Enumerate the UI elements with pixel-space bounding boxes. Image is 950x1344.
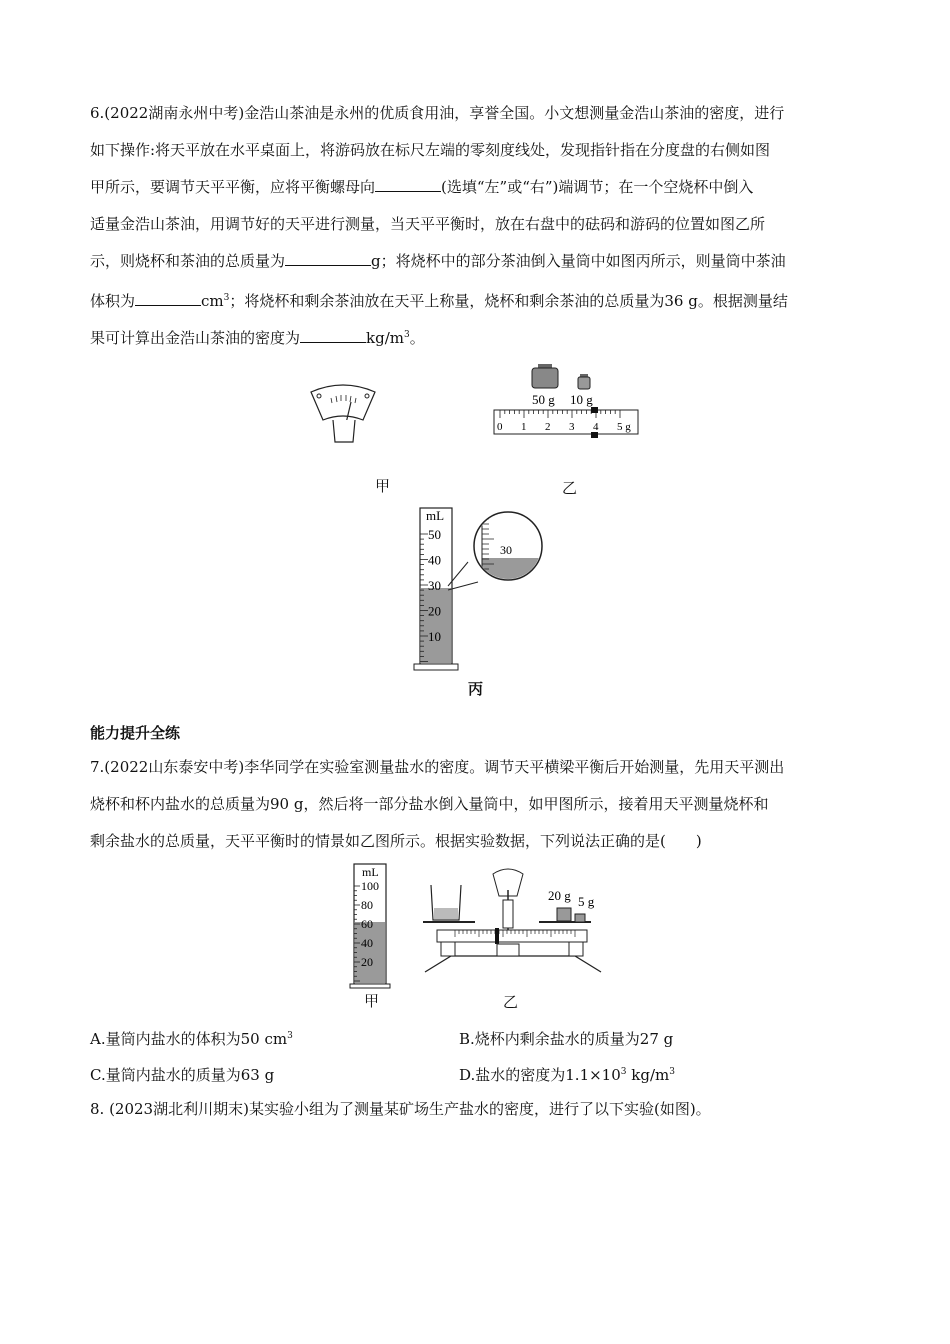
caption-bing: 丙 <box>468 680 484 698</box>
option-d-text: D.盐水的密度为1.1×10 <box>459 1066 621 1084</box>
q6-text: kg/m <box>366 329 404 347</box>
caption-yi: 乙 <box>562 479 578 497</box>
q6-line-6 <box>90 288 788 311</box>
q6-text: 甲所示，要调节天平平衡，应将平衡螺母向 <box>90 178 376 196</box>
cylinder-tick-label: 40 <box>428 552 441 568</box>
q6-text: cm <box>201 292 224 310</box>
scale-tick-label: 3 <box>569 421 575 433</box>
option-b-text: B.烧杯内剩余盐水的质量为27 g <box>459 1030 674 1048</box>
option-d-unit: kg/m <box>626 1066 670 1084</box>
cylinder-unit: mL <box>426 508 445 523</box>
option-d-sup: 3 <box>620 1067 627 1077</box>
section-title: 能力提升全练 <box>90 724 181 742</box>
q7-caption-yi: 乙 <box>503 993 519 1011</box>
zoom-reading: 30 <box>500 543 512 557</box>
q7-cylinder-tick-label: 40 <box>361 936 373 950</box>
caption-jia: 甲 <box>375 477 391 495</box>
option-a-text: A.量筒内盐水的体积为50 cm <box>90 1030 288 1048</box>
q7-weight-5g: 5 g <box>578 894 595 909</box>
option-c-text: C.量筒内盐水的质量为63 g <box>90 1066 275 1084</box>
q6-text: ；将烧杯和剩余茶油放在天平上称量，烧杯和剩余茶油的总质量为36 g。根据测量结 <box>229 292 788 310</box>
option-a[interactable] <box>90 1028 293 1049</box>
cylinder-tick-label: 50 <box>428 527 441 542</box>
q6-superscript: 3 <box>223 293 230 303</box>
cylinder-tick-label: 20 <box>428 603 441 619</box>
option-c[interactable] <box>90 1064 274 1085</box>
q6-text: g；将烧杯中的部分茶油倒入量筒中如图丙所示，则量筒中茶油 <box>371 252 786 270</box>
q7-weight-20g: 20 g <box>548 888 571 903</box>
scale-tick-label: 0 <box>497 421 503 433</box>
q6-line-1: 6.(2022湖南永州中考)金浩山茶油是永州的优质食用油，享誉全国。小文想测量金浩山茶油的密度，进行 <box>90 104 785 122</box>
q6-superscript: 3 <box>403 330 410 340</box>
q7-line-1: 7.(2022山东泰安中考)李华同学在实验室测量盐水的密度。调节天平横梁平衡后开始测量，先用天平测出 <box>90 758 785 776</box>
q6-line-2: 如下操作:将天平放在水平桌面上，将游码放在标尺左端的零刻度线处，发现指针指在分度盘的右侧如图 <box>90 141 771 159</box>
q7-cylinder-tick-label: 100 <box>361 879 379 893</box>
q6-text: 果可计算出金浩山茶油的密度为 <box>90 329 301 347</box>
q7-cylinder-figure <box>348 862 398 990</box>
answer-blank-2[interactable] <box>285 251 371 266</box>
q6-text: (选填“左”或“右”)端调节；在一个空烧杯中倒入 <box>441 178 754 196</box>
q7-cylinder-tick-label: 60 <box>361 917 373 931</box>
q7-line-3: 剩余盐水的总质量，天平平衡时的情景如乙图所示。根据实验数据，下列说法正确的是( ) <box>90 832 702 850</box>
option-b[interactable] <box>459 1028 673 1049</box>
weight-label-10g: 10 g <box>570 392 593 407</box>
q7-cylinder-tick-label: 20 <box>361 955 373 969</box>
q8-line-1: 8. (2023湖北利川期末)某实验小组为了测量某矿场生产盐水的密度，进行了以下实验(如图)。 <box>90 1100 711 1118</box>
q6-line-4: 适量金浩山茶油，用调节好的天平进行测量，当天平平衡时，放在右盘中的砝码和游码的位置如图乙所 <box>90 215 766 233</box>
q6-text: 示，则烧杯和茶油的总质量为 <box>90 252 286 270</box>
q6-text: 体积为 <box>90 292 136 310</box>
scale-tick-label: 5 g <box>617 421 631 433</box>
answer-blank-3[interactable] <box>135 291 201 306</box>
answer-blank-1[interactable] <box>375 177 441 192</box>
cylinder-tick-label: 10 <box>428 629 441 644</box>
scale-tick-label: 2 <box>545 421 551 433</box>
option-d[interactable] <box>459 1064 675 1085</box>
answer-blank-4[interactable] <box>300 328 366 343</box>
q6-text: 。 <box>409 329 425 347</box>
option-a-sup: 3 <box>287 1031 293 1041</box>
cylinder-figure <box>408 504 548 674</box>
q7-balance-figure <box>415 860 615 980</box>
rider-scale-figure <box>490 352 640 442</box>
q6-line-7 <box>90 325 425 348</box>
scale-tick-label: 1 <box>521 421 527 433</box>
scale-tick-label: 4 <box>593 421 599 433</box>
q7-cylinder-tick-label: 80 <box>361 898 373 912</box>
option-d-sup2: 3 <box>669 1067 675 1077</box>
q6-line-3 <box>90 177 753 197</box>
q7-caption-jia: 甲 <box>364 992 380 1010</box>
q6-line-5 <box>90 251 786 271</box>
cylinder-tick-label: 30 <box>428 578 441 593</box>
q7-line-2: 烧杯和杯内盐水的总质量为90 g，然后将一部分盐水倒入量筒中，如甲图所示，接着用天平测量烧杯和 <box>90 795 769 813</box>
dial-figure <box>305 380 385 446</box>
q7-cylinder-unit: mL <box>362 865 379 879</box>
weight-label-50g: 50 g <box>532 392 555 407</box>
